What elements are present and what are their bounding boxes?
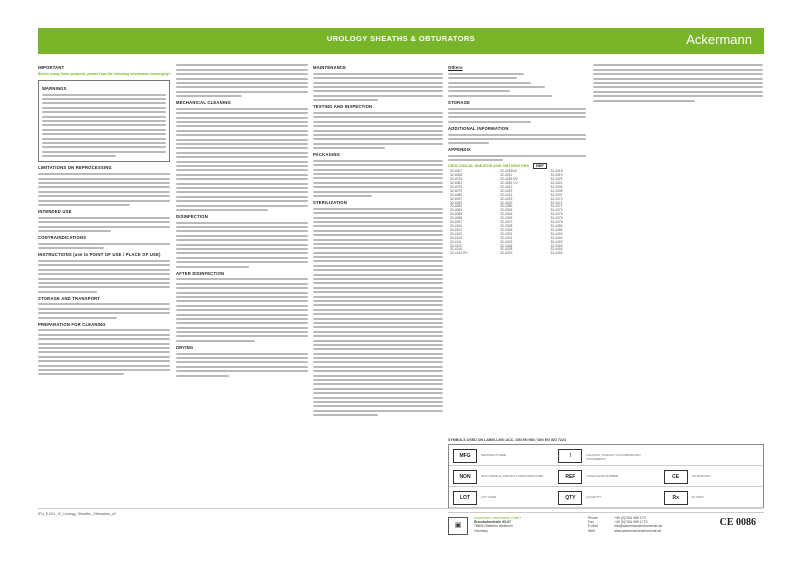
ref-cell: 32-4319 xyxy=(550,173,563,178)
symbol-item xyxy=(449,447,554,464)
ref-cell: 32-4322 xyxy=(500,200,513,205)
symbol-label: QUANTITY xyxy=(586,495,602,499)
ref-table-title: UROLOGICAL SHEATHS AND OBTURATORS REF xyxy=(448,164,586,168)
important-heading: IMPORTANT xyxy=(38,65,65,70)
contact-labels xyxy=(588,516,612,533)
company-address xyxy=(474,516,584,533)
ref-cell: 32-4400 xyxy=(550,231,563,236)
storage-heading: STORAGE xyxy=(448,99,471,105)
ref-cell: 32-4101 xyxy=(450,227,463,232)
email-label: E-Mail xyxy=(588,524,598,529)
ref-cell: 32-4373 xyxy=(550,208,563,213)
ref-cell: 32-4116 xyxy=(450,247,462,252)
testing-heading: TESTING AND INSPECTION xyxy=(313,104,373,110)
ref-cell: 32-4094 xyxy=(450,208,463,213)
ref-cell: 32-4096 xyxy=(450,216,463,221)
additional-info-heading: ADDITIONAL INFORMATION xyxy=(448,125,509,131)
email-link[interactable]: info@ackermanninstrumente.de xyxy=(614,524,663,529)
ref-cell: 32-4318 xyxy=(550,169,563,174)
company-name: Ackermann Instrumente GmbH xyxy=(474,516,521,520)
symbol-row xyxy=(449,487,763,508)
ref-cell: 32-4333 xyxy=(500,239,513,244)
ref-cell: 32-4370 xyxy=(550,196,563,201)
column-3 xyxy=(313,62,443,502)
ref-cell: 32-4325 xyxy=(500,212,513,217)
symbol-item xyxy=(554,468,659,485)
ref-cell: 32-4376 xyxy=(550,220,563,225)
limitations-heading: LIMITATIONS ON REPROCESSING xyxy=(38,165,112,171)
ref-cell: 32-4331 xyxy=(500,231,513,236)
ref-cell: 32-4312 xyxy=(500,184,513,189)
ref-cell: 32-4332 xyxy=(500,235,513,240)
ref-cell: 32-4076 xyxy=(450,177,463,182)
ref-cell: 32-4075 xyxy=(450,184,463,189)
intended-use-heading: INTENDED USE xyxy=(38,209,72,214)
ref-cell: 32-4402 xyxy=(550,239,563,244)
symbol-row xyxy=(449,445,763,466)
ref-cell: 32-4097 xyxy=(450,220,463,225)
symbol-label: CAUTION, CONSULT ACCOMPANYING DOCUMENTS xyxy=(586,453,641,461)
divider xyxy=(38,508,763,509)
ref-cell: 32-4314 xyxy=(500,192,513,197)
symbol-label: MANUFACTURER xyxy=(481,453,507,457)
contact-values xyxy=(614,516,714,533)
ref-cell: 32-4380 xyxy=(550,223,563,228)
packaging-heading: PACKAGING xyxy=(313,152,341,158)
symbol-item xyxy=(554,489,659,506)
appendix-heading: APPENDIX xyxy=(448,147,472,153)
ce-mark-icon: CE 0086 xyxy=(719,517,756,528)
ref-cell: 32-4401 xyxy=(550,235,563,240)
instructions-heading: INSTRUCTIONS (use to POINT OF USE / PLACE OF USE) xyxy=(38,252,161,258)
ref-label-icon: REF xyxy=(533,163,547,169)
disinfection-heading: DISINFECTION xyxy=(176,213,208,219)
column-4 xyxy=(448,62,586,432)
ref-cell: 32-4313 xyxy=(500,188,513,193)
ref-cell: 32-4329 xyxy=(500,227,513,232)
ref-cell: 32-4320 xyxy=(550,177,563,182)
warnings-box xyxy=(38,80,170,163)
ref-cell: 32-4328 xyxy=(500,223,513,228)
document-id: IFU_E-001_10_Urology_Sheaths_Obturators_v2 xyxy=(38,512,116,516)
symbol-icon: Rx xyxy=(664,491,688,505)
street: Eisenbahnstraße 65-67 xyxy=(474,520,511,525)
symbol-label: Rx ONLY xyxy=(691,495,705,499)
symbol-icon: MFG xyxy=(453,449,477,463)
brand-logo: Ackermann xyxy=(686,32,752,47)
ref-cell: 32-4115 xyxy=(450,243,462,248)
table-row xyxy=(448,252,586,256)
storage-transport-heading: STORAGE AND TRANSPORT xyxy=(38,295,101,301)
ref-cell: 32-4405 xyxy=(550,251,563,256)
ref-cell: 32-4323 xyxy=(500,196,513,201)
ref-cell: 32-4374 xyxy=(550,212,563,217)
symbol-label: NON STERILE, PROTECT FROM MOISTURE xyxy=(481,474,544,478)
ref-cell: 32-4334 xyxy=(500,243,513,248)
ref-cell: 32-4337 xyxy=(550,192,563,197)
web-label: Web xyxy=(588,528,595,533)
mechanical-cleaning-heading: MECHANICAL CLEANING xyxy=(176,100,231,106)
symbol-item xyxy=(554,447,659,464)
ref-cell: 32-4326 xyxy=(500,216,513,221)
ref-cell: 32-4100 xyxy=(450,223,463,228)
after-disinfection-heading: AFTER DISINFECTION xyxy=(176,270,225,276)
ref-cell: 32-4091 xyxy=(450,196,463,201)
symbol-label: CATALOGUE NUMBER xyxy=(586,474,619,478)
ref-cell: 32-4311 xyxy=(500,173,513,178)
ref-cell: 32-4330 xyxy=(550,184,563,189)
phone-label: Phone xyxy=(588,516,598,520)
warnings-heading: WARNINGS xyxy=(42,85,67,91)
ref-cell: 32-4403 xyxy=(550,243,563,248)
ref-cell: 32-4350 xyxy=(500,204,513,209)
ref-cell: 32-4080 xyxy=(450,192,463,197)
symbol-item xyxy=(660,468,765,485)
ref-cell: 32-4283 NV xyxy=(500,177,518,182)
ref-cell: 32-4327 xyxy=(500,220,513,225)
ref-cell: 32-4371 xyxy=(550,200,563,205)
ref-cell: 32-4315 xyxy=(500,251,513,256)
ref-cell: 32-4321 xyxy=(550,181,563,185)
symbol-row xyxy=(449,466,763,487)
ref-cell: 32-4282UV xyxy=(500,169,517,174)
ref-cell: 32-4375 xyxy=(550,216,563,221)
contraindications-heading: CONTRAINDICATIONS xyxy=(38,234,87,240)
ref-cell: 32-4282 CV xyxy=(500,181,518,185)
page-title: UROLOGY SHEATHS & OBTURATORS xyxy=(326,34,476,43)
symbol-icon: QTY xyxy=(558,491,582,505)
sterilization-heading: STERILIZATION xyxy=(313,199,347,205)
symbol-item xyxy=(449,489,554,506)
symbol-label: CE MARKING xyxy=(691,474,711,478)
ref-cell: 32-4404 xyxy=(550,247,563,252)
symbol-label: LOT CODE xyxy=(481,495,497,499)
column-2 xyxy=(176,62,308,502)
important-text: Before using these products, please read the following information thoroughly! xyxy=(38,72,170,77)
fax-label: Fax xyxy=(588,520,594,525)
ref-cell: 32-4324 xyxy=(500,208,513,213)
phone-value: +49 (0)7461 966 170 xyxy=(614,516,646,520)
fax-value: +49 (0)7461 966 1770 xyxy=(614,520,648,525)
ref-cell: 32-4007 xyxy=(450,169,463,174)
column-5 xyxy=(593,62,763,432)
ref-cell: 32-4381 xyxy=(550,227,563,232)
ref-cell: 32-4092 xyxy=(450,200,463,205)
symbol-icon: NON xyxy=(453,470,477,484)
symbols-table xyxy=(448,444,764,508)
symbol-icon: CE xyxy=(664,470,688,484)
header-bar xyxy=(38,28,764,54)
manufacturer-icon: ▣ xyxy=(448,517,468,535)
preparation-heading: PREPARATION FOR CLEANING xyxy=(38,321,106,327)
footer xyxy=(448,512,764,538)
ref-cell: 32-4079 xyxy=(450,188,463,193)
city: 78604 Rietheim-Weilheim xyxy=(474,524,513,529)
symbol-icon: LOT xyxy=(453,491,477,505)
ref-cell: 32-4093 xyxy=(450,204,463,209)
ref-cell: 32-4102 xyxy=(450,231,463,236)
ref-cell: 32-4120 RV xyxy=(450,251,468,256)
ref-cell: 32-4335 xyxy=(500,247,513,252)
web-link[interactable]: www.ackermanninstrumente.de xyxy=(614,528,662,533)
ref-table xyxy=(448,170,586,256)
ref-cell: 32-4081 xyxy=(450,181,463,185)
country: Germany xyxy=(474,528,488,533)
ref-cell: 32-4111 xyxy=(450,239,462,244)
drying-heading: DRYING xyxy=(176,344,194,350)
ref-cell: 32-4110 xyxy=(450,235,462,240)
ref-cell: 32-4336 xyxy=(550,188,563,193)
others-heading: Others xyxy=(448,65,463,70)
symbol-icon: ! xyxy=(558,449,582,463)
ref-cell: 32-4008 xyxy=(450,173,463,178)
ref-cell: 32-4095 xyxy=(450,212,463,217)
symbol-item xyxy=(660,489,765,506)
ref-cell: 32-4372 xyxy=(550,204,563,209)
symbol-icon: REF xyxy=(558,470,582,484)
symbols-title: SYMBOLS USED ON LABELLING ACC. DIN EN 980 / DIN EN ISO 7224 xyxy=(448,438,566,442)
symbol-item xyxy=(449,468,554,485)
column-1 xyxy=(38,62,170,502)
maintenance-heading: MAINTENANCE xyxy=(313,65,347,70)
